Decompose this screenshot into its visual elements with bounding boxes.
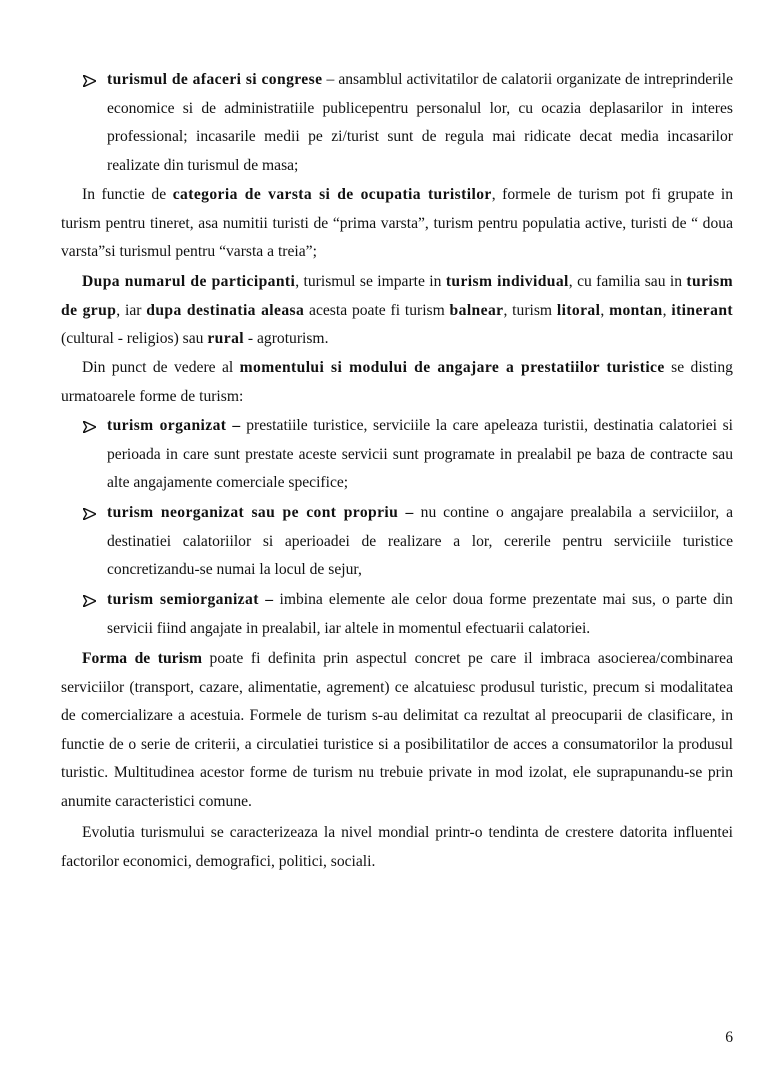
text-run: , cu familia sau in [568,273,687,290]
bold-run: balnear [449,301,504,319]
paragraph-varsta [61,181,733,267]
text-run: In functie de [82,186,173,203]
text-run: , iar [116,301,147,319]
bold-run: montan [609,301,663,319]
text-run: - agroturism. [244,330,329,347]
arrow-bullet-icon [83,586,99,615]
bullet-text: nu contine o angajare prealabila a serviciilor, a destinatiei calatoriilor si aperioadei de realizare a lor, cererile pentru serviciile turistice concretizandu-se numai la locul de sejur, [107,504,734,578]
bullet-term: turism neorganizat sau pe cont propriu – [107,504,414,521]
arrow-bullet-icon [83,66,99,95]
text-run: (cultural - religios) sau [61,330,208,347]
bold-run: turism individual [445,273,569,290]
text-run: se disting urmatoarele forme de turism: [61,359,733,405]
arrow-bullet-icon [83,412,99,441]
bold-run: dupa destinatia aleasa [146,301,305,319]
paragraph-forma-de-turism [61,645,733,816]
bullet-item-neorganizat [83,499,733,585]
bold-run: categoria de varsta si de ocupatia turistilor [172,186,492,203]
bullet-text: imbina elemente ale celor doua forme prezentate mai sus, o parte din servicii fiind angajate in prealabil, iar altele in momentul efectuarii calatoriei. [107,591,733,637]
bullet-term: turismul de afaceri si congrese [107,71,323,88]
paragraph-participanti [61,268,733,354]
text-run: , [600,301,610,319]
bullet-text: prestatiile turistice, serviciile la care apeleaza turistii, destinatia calatoriei si perioada in care sunt prestate aceste servicii sunt programate in prealabil pe baza de contracte sau alte angajamente comerciale specifice; [107,417,733,491]
text-run: , [662,301,672,319]
text-run: , turism [503,301,557,319]
bullet-item-organizat [83,412,733,498]
text-run: Din punct de vedere al [82,359,240,376]
bold-run: litoral [556,301,601,319]
bold-run: itinerant [671,301,733,319]
bullet-term: turism organizat – [107,417,241,434]
text-run: , turismul se imparte in [295,273,446,290]
bold-run: rural [207,330,245,347]
bold-run: Forma de turism [82,650,202,667]
bold-run: momentului si modului de angajare a prestatiilor turistice [239,359,665,376]
text-run: poate fi definita prin aspectul concret pe care il imbraca asocierea/combinarea serviciilor (transport, cazare, alimentatie, agrement) ce alcatuiesc produsul turistic, precum si modalitatea de comercializare a acestuia. Formele de turism s-au delimitat ca rezultat al preocuparii de clasificare, in functie de o serie de criterii, a circulatiei turistice si a posibilitatilor de acces a consumatorilor la produsul turistic. Multitudinea acestor forme de turism nu trebuie private in mod izolat, ele suprapunandu-se prin anumite caracteristici comune. [61,650,733,810]
text-run: Evolutia turismului se caracterizeaza la nivel mondial printr-o tendinta de crestere datorita influentei factorilor economici, demografici, politici, sociali. [61,824,733,870]
bullet-item-afaceri [83,66,733,180]
paragraph-moment [61,354,733,411]
bold-run: Dupa numarul de participanti [82,273,296,290]
paragraph-evolutia [61,819,733,876]
bold-run: turism de grup [61,273,733,319]
page-number: 6 [725,1029,733,1046]
bullet-item-semiorganizat [83,586,733,643]
bullet-text: – ansamblul activitatilor de calatorii organizate de intreprinderile economice si de administratiile publicepentru personalul lor, cu ocazia deplasarilor in interes professional; incasarile medii pe zi/turist sunt de regula mai ridicate decat media incasarilor realizate din turismul de masa; [107,71,733,174]
text-run: acesta poate fi turism [304,301,450,319]
arrow-bullet-icon [83,499,99,528]
text-run: , formele de turism pot fi grupate in turism pentru tineret, asa numitii turisti de “prima varsta”, turism pentru populatia active, turisti de “ doua varsta”si turismul pentru “varsta a treia”; [61,186,733,260]
bullet-term: turism semiorganizat – [107,591,274,608]
